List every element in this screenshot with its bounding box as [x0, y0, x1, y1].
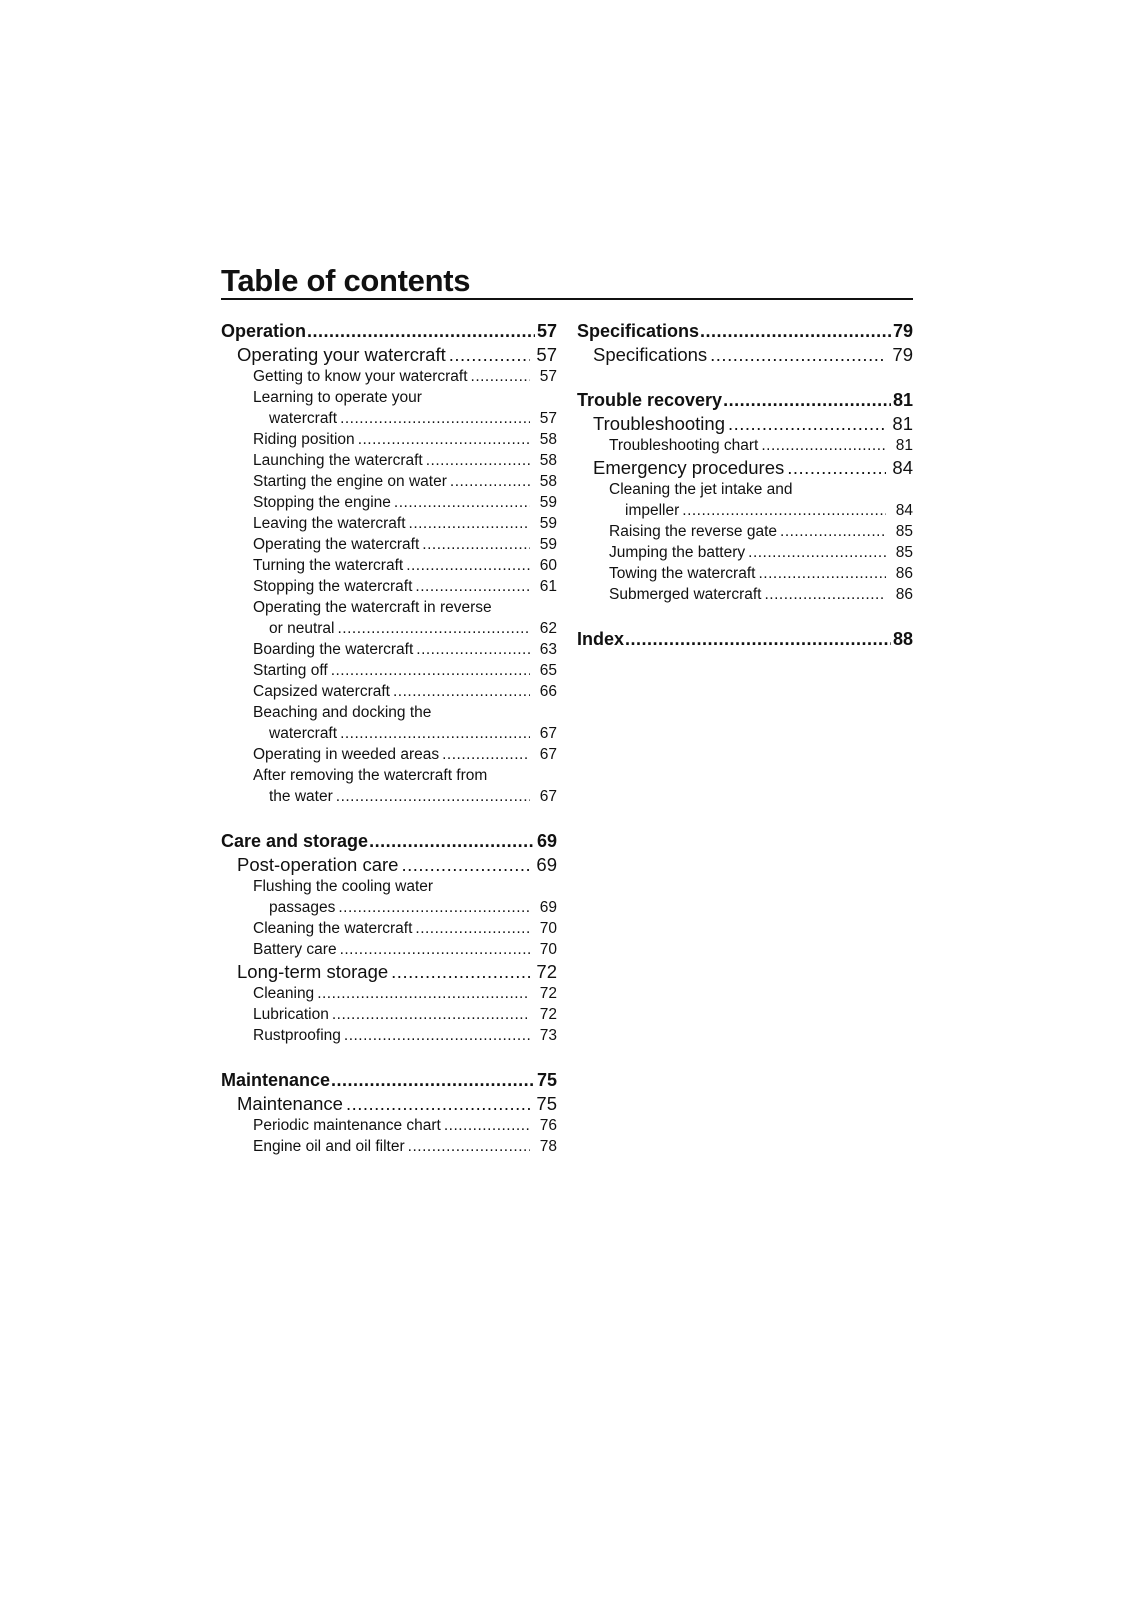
toc-entry-label: Raising the reverse gate — [609, 523, 778, 540]
toc-page-number: 62 — [539, 620, 557, 637]
dot-leader — [336, 786, 530, 807]
toc-entry-long-term-storage[interactable] — [221, 960, 557, 983]
toc-entry-operation[interactable] — [221, 320, 557, 343]
toc-section-care-and-storage — [221, 830, 557, 1046]
toc-entry-care-and-storage[interactable] — [221, 830, 557, 853]
toc-entry-flushing-cont[interactable] — [221, 897, 557, 918]
dot-leader — [408, 1136, 530, 1157]
toc-section-maintenance — [221, 1069, 557, 1157]
toc-entry-label: Capsized watercraft — [253, 683, 390, 700]
toc-page-number: 58 — [539, 431, 557, 448]
toc-entry-label: watercraft — [269, 725, 338, 742]
toc-entry-operating[interactable] — [221, 534, 557, 555]
toc-entry-emergency-procedures[interactable] — [577, 456, 913, 479]
toc-entry-specifications[interactable] — [577, 320, 913, 343]
toc-entry-maintenance[interactable] — [221, 1069, 557, 1092]
toc-entry-label: Jumping the battery — [609, 544, 746, 561]
dot-leader — [787, 456, 886, 479]
dot-leader — [391, 960, 530, 983]
toc-page-number: 88 — [892, 629, 913, 649]
dot-leader — [331, 1069, 535, 1092]
toc-entry-reverse-neutral-cont[interactable] — [221, 618, 557, 639]
toc-entry-battery-care[interactable] — [221, 939, 557, 960]
toc-entry-label: Engine oil and oil filter — [253, 1138, 405, 1155]
toc-section-trouble-recovery — [577, 389, 913, 605]
toc-entry-label: Operating in weeded areas — [253, 746, 440, 763]
toc-entry-index[interactable] — [577, 628, 913, 651]
dot-leader — [748, 542, 886, 563]
toc-entry-label: Emergency procedures — [593, 457, 785, 478]
toc-page-number: 57 — [539, 368, 557, 385]
toc-page-number: 57 — [536, 321, 557, 341]
toc-entry-lubrication[interactable] — [221, 1004, 557, 1025]
toc-page-number: 85 — [895, 523, 913, 540]
toc-page-number: 57 — [539, 410, 557, 427]
toc-entry-post-operation-care[interactable] — [221, 853, 557, 876]
toc-entry-label: Towing the watercraft — [609, 565, 756, 582]
toc-entry-label: Battery care — [253, 941, 337, 958]
toc-right-column — [577, 320, 913, 674]
toc-entry-leaving[interactable] — [221, 513, 557, 534]
toc-entry-label: Periodic maintenance chart — [253, 1117, 441, 1134]
toc-entry-reverse-neutral[interactable]: Operating the watercraft in reverse — [253, 599, 492, 616]
toc-entry-jumping-battery[interactable] — [577, 542, 913, 563]
toc-page-number: 67 — [539, 788, 557, 805]
toc-entry-learning-to-operate[interactable]: Learning to operate your — [253, 389, 422, 406]
dot-leader — [401, 853, 530, 876]
dot-leader — [369, 830, 535, 853]
dot-leader — [317, 983, 530, 1004]
toc-entry-launching[interactable] — [221, 450, 557, 471]
dot-leader — [442, 744, 530, 765]
toc-entry-specifications-sub[interactable] — [577, 343, 913, 366]
dot-leader — [415, 576, 530, 597]
toc-entry-beaching[interactable]: Beaching and docking the — [253, 704, 432, 721]
toc-entry-label: Troubleshooting — [593, 413, 725, 434]
toc-entry-label: Post-operation care — [237, 854, 399, 875]
dot-leader — [340, 723, 530, 744]
toc-page-number: 59 — [539, 536, 557, 553]
toc-entry-trouble-recovery[interactable] — [577, 389, 913, 412]
toc-entry-operating-your-watercraft[interactable] — [221, 343, 557, 366]
toc-entry-label: Index — [577, 629, 625, 649]
toc-entry-beaching-cont[interactable] — [221, 723, 557, 744]
dot-leader — [449, 343, 530, 366]
dot-leader — [625, 628, 891, 651]
dot-leader — [723, 389, 891, 412]
toc-entry-engine-oil[interactable] — [221, 1136, 557, 1157]
dot-leader — [393, 681, 530, 702]
toc-entry-submerged[interactable] — [577, 584, 913, 605]
toc-page-number: 72 — [539, 1006, 557, 1023]
dot-leader — [332, 1004, 530, 1025]
dot-leader — [710, 343, 886, 366]
toc-entry-troubleshooting[interactable] — [577, 412, 913, 435]
dot-leader — [358, 429, 530, 450]
dot-leader — [416, 639, 530, 660]
dot-leader — [761, 435, 886, 456]
toc-entry-label: Stopping the engine — [253, 494, 391, 511]
dot-leader — [450, 471, 530, 492]
dot-leader — [422, 534, 530, 555]
toc-page-number: 60 — [539, 557, 557, 574]
toc-entry-flushing[interactable]: Flushing the cooling water — [253, 878, 434, 895]
dot-leader — [765, 584, 887, 605]
toc-entry-label: Specifications — [577, 321, 700, 341]
toc-entry-raising-reverse-gate[interactable] — [577, 521, 913, 542]
toc-entry-label: Operating your watercraft — [237, 344, 446, 365]
toc-entry-label: Cleaning — [253, 985, 315, 1002]
toc-entry-label: Boarding the watercraft — [253, 641, 414, 658]
toc-entry-after-removing-cont[interactable] — [221, 786, 557, 807]
toc-entry-label: passages — [269, 899, 336, 916]
toc-page-number: 69 — [536, 831, 557, 851]
dot-leader — [444, 1115, 530, 1136]
toc-page-number: 86 — [895, 565, 913, 582]
toc-entry-label: Cleaning the watercraft — [253, 920, 413, 937]
toc-page-number: 81 — [892, 413, 913, 434]
toc-entry-label: watercraft — [269, 410, 338, 427]
toc-page-number: 69 — [536, 854, 557, 875]
toc-page-number: 58 — [539, 452, 557, 469]
dot-leader — [344, 1025, 530, 1046]
toc-page-number: 69 — [539, 899, 557, 916]
toc-page-number: 79 — [892, 321, 913, 341]
toc-entry-label: Launching the watercraft — [253, 452, 423, 469]
toc-entry-stopping-engine[interactable] — [221, 492, 557, 513]
toc-entry-label: Turning the watercraft — [253, 557, 404, 574]
toc-entry-label: Rustproofing — [253, 1027, 341, 1044]
toc-entry-label: Maintenance — [221, 1070, 331, 1090]
toc-entry-label: Care and storage — [221, 831, 369, 851]
toc-page-number: 84 — [895, 502, 913, 519]
toc-entry-label: Stopping the watercraft — [253, 578, 413, 595]
toc-entry-label: or neutral — [269, 620, 335, 637]
toc-entry-label: Operating the watercraft — [253, 536, 420, 553]
toc-page-number: 67 — [539, 746, 557, 763]
toc-left-column — [221, 320, 557, 1180]
toc-page-number: 85 — [895, 544, 913, 561]
toc-entry-label: impeller — [625, 502, 680, 519]
dot-leader — [331, 660, 530, 681]
toc-page-number: 72 — [536, 961, 557, 982]
toc-entry-periodic-maintenance-chart[interactable] — [221, 1115, 557, 1136]
toc-entry-maintenance-sub[interactable] — [221, 1092, 557, 1115]
toc-page-number: 58 — [539, 473, 557, 490]
toc-entry-riding-position[interactable] — [221, 429, 557, 450]
toc-page-number: 81 — [892, 390, 913, 410]
toc-page-number: 63 — [539, 641, 557, 658]
toc-entry-label: Submerged watercraft — [609, 586, 762, 603]
toc-entry-label: the water — [269, 788, 333, 805]
dot-leader — [409, 513, 530, 534]
toc-page-number: 65 — [539, 662, 557, 679]
toc-entry-label: Specifications — [593, 344, 708, 365]
toc-page-number: 76 — [539, 1117, 557, 1134]
toc-page-number: 67 — [539, 725, 557, 742]
toc-entry-turning[interactable] — [221, 555, 557, 576]
toc-page-number: 75 — [536, 1070, 557, 1090]
toc-entry-rustproofing[interactable] — [221, 1025, 557, 1046]
dot-leader — [780, 521, 886, 542]
toc-entry-label: Lubrication — [253, 1006, 329, 1023]
toc-page-number: 72 — [539, 985, 557, 1002]
toc-section-specifications — [577, 320, 913, 366]
toc-entry-label: Operation — [221, 321, 307, 341]
toc-page-number: 70 — [539, 941, 557, 958]
toc-page-number: 59 — [539, 515, 557, 532]
dot-leader — [700, 320, 891, 343]
toc-entry-cleaning-watercraft[interactable] — [221, 918, 557, 939]
toc-entry-label: Getting to know your watercraft — [253, 368, 468, 385]
toc-page-number: 61 — [539, 578, 557, 595]
toc-entry-label: Troubleshooting chart — [609, 437, 759, 454]
toc-entry-label: Trouble recovery — [577, 390, 723, 410]
toc-section-operation — [221, 320, 557, 807]
toc-entry-getting-to-know[interactable] — [221, 366, 557, 387]
toc-entry-label: Long-term storage — [237, 961, 389, 982]
toc-page-number: 73 — [539, 1027, 557, 1044]
toc-entry-label: Leaving the watercraft — [253, 515, 406, 532]
dot-leader — [340, 939, 530, 960]
page-title: Table of contents — [221, 263, 471, 298]
title-divider — [221, 298, 913, 300]
toc-entry-cleaning-jet-intake[interactable]: Cleaning the jet intake and — [609, 481, 793, 498]
toc-page-number: 79 — [892, 344, 913, 365]
dot-leader — [426, 450, 530, 471]
toc-page-number: 86 — [895, 586, 913, 603]
dot-leader — [340, 408, 530, 429]
toc-entry-label: Riding position — [253, 431, 355, 448]
dot-leader — [758, 563, 886, 584]
dot-leader — [415, 918, 530, 939]
toc-page-number: 70 — [539, 920, 557, 937]
toc-page-number: 78 — [539, 1138, 557, 1155]
dot-leader — [406, 555, 530, 576]
toc-entry-label: Starting off — [253, 662, 328, 679]
toc-entry-starting-off[interactable] — [221, 660, 557, 681]
toc-entry-boarding[interactable] — [221, 639, 557, 660]
toc-entry-after-removing[interactable]: After removing the watercraft from — [253, 767, 488, 784]
toc-entry-cleaning[interactable] — [221, 983, 557, 1004]
toc-entry-troubleshooting-chart[interactable] — [577, 435, 913, 456]
dot-leader — [471, 366, 530, 387]
dot-leader — [338, 897, 530, 918]
toc-entry-label: Starting the engine on water — [253, 473, 447, 490]
toc-entry-starting-engine[interactable] — [221, 471, 557, 492]
toc-entry-towing[interactable] — [577, 563, 913, 584]
dot-leader — [394, 492, 530, 513]
toc-section-index — [577, 628, 913, 651]
toc-entry-cleaning-jet-intake-cont[interactable] — [577, 500, 913, 521]
toc-page-number: 84 — [892, 457, 913, 478]
dot-leader — [346, 1092, 530, 1115]
toc-entry-weeded-areas[interactable] — [221, 744, 557, 765]
toc-page-number: 57 — [536, 344, 557, 365]
toc-page-number: 59 — [539, 494, 557, 511]
toc-entry-capsized[interactable] — [221, 681, 557, 702]
toc-page-number: 75 — [536, 1093, 557, 1114]
dot-leader — [337, 618, 530, 639]
toc-entry-stopping[interactable] — [221, 576, 557, 597]
toc-entry-learning-to-operate-cont[interactable] — [221, 408, 557, 429]
dot-leader — [307, 320, 535, 343]
dot-leader — [728, 412, 886, 435]
toc-page-number: 81 — [895, 437, 913, 454]
dot-leader — [682, 500, 886, 521]
toc-entry-label: Maintenance — [237, 1093, 343, 1114]
toc-page-number: 66 — [539, 683, 557, 700]
